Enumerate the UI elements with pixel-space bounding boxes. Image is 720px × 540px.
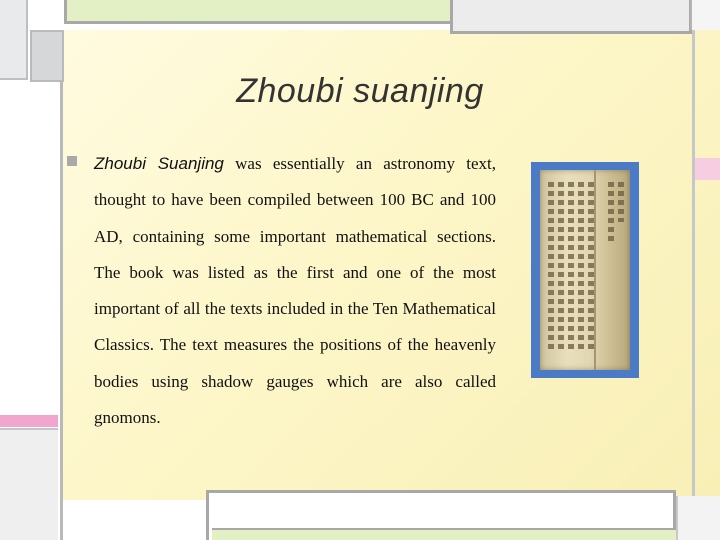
text-column [558,182,564,352]
slide-body-text [94,146,496,436]
body-paragraph: was essentially an astronomy text, thought to have been compiled between 100 BC and 100 AD, containing some important mathematical sections. The book was listed as the first and one of the most important of all the texts included in the Ten Mathematical Classics. The text measures the positions of the heavenly bodies using shadow gauges which are also called gnomons. [94,154,496,428]
book-image [540,170,630,370]
ancient-book-photo [531,162,639,378]
decor-block-top-left [0,0,28,80]
decor-block-top-left-inner [30,30,64,82]
decor-bar-top-green [64,0,452,24]
text-column [578,182,584,352]
decor-block-top-corner [690,0,720,30]
text-column [568,182,574,352]
text-column [618,182,624,222]
slide-title: Zhoubi suanjing [236,72,484,110]
decor-line-right [692,30,695,500]
decor-pink-right [695,158,720,180]
text-column [608,182,614,242]
decor-bar-bottom-green [212,528,682,540]
decor-line-left [60,80,63,540]
decor-pink-left [0,415,58,427]
book-title-emphasis: Zhoubi Suanjing [94,154,224,173]
decor-block-bottom-right [676,496,720,540]
book-spine [594,170,596,370]
text-column [588,182,594,352]
text-column [548,182,554,352]
square-bullet-icon [67,156,77,166]
decor-block-top-right [450,0,692,34]
decor-block-bottom-left [0,428,58,540]
